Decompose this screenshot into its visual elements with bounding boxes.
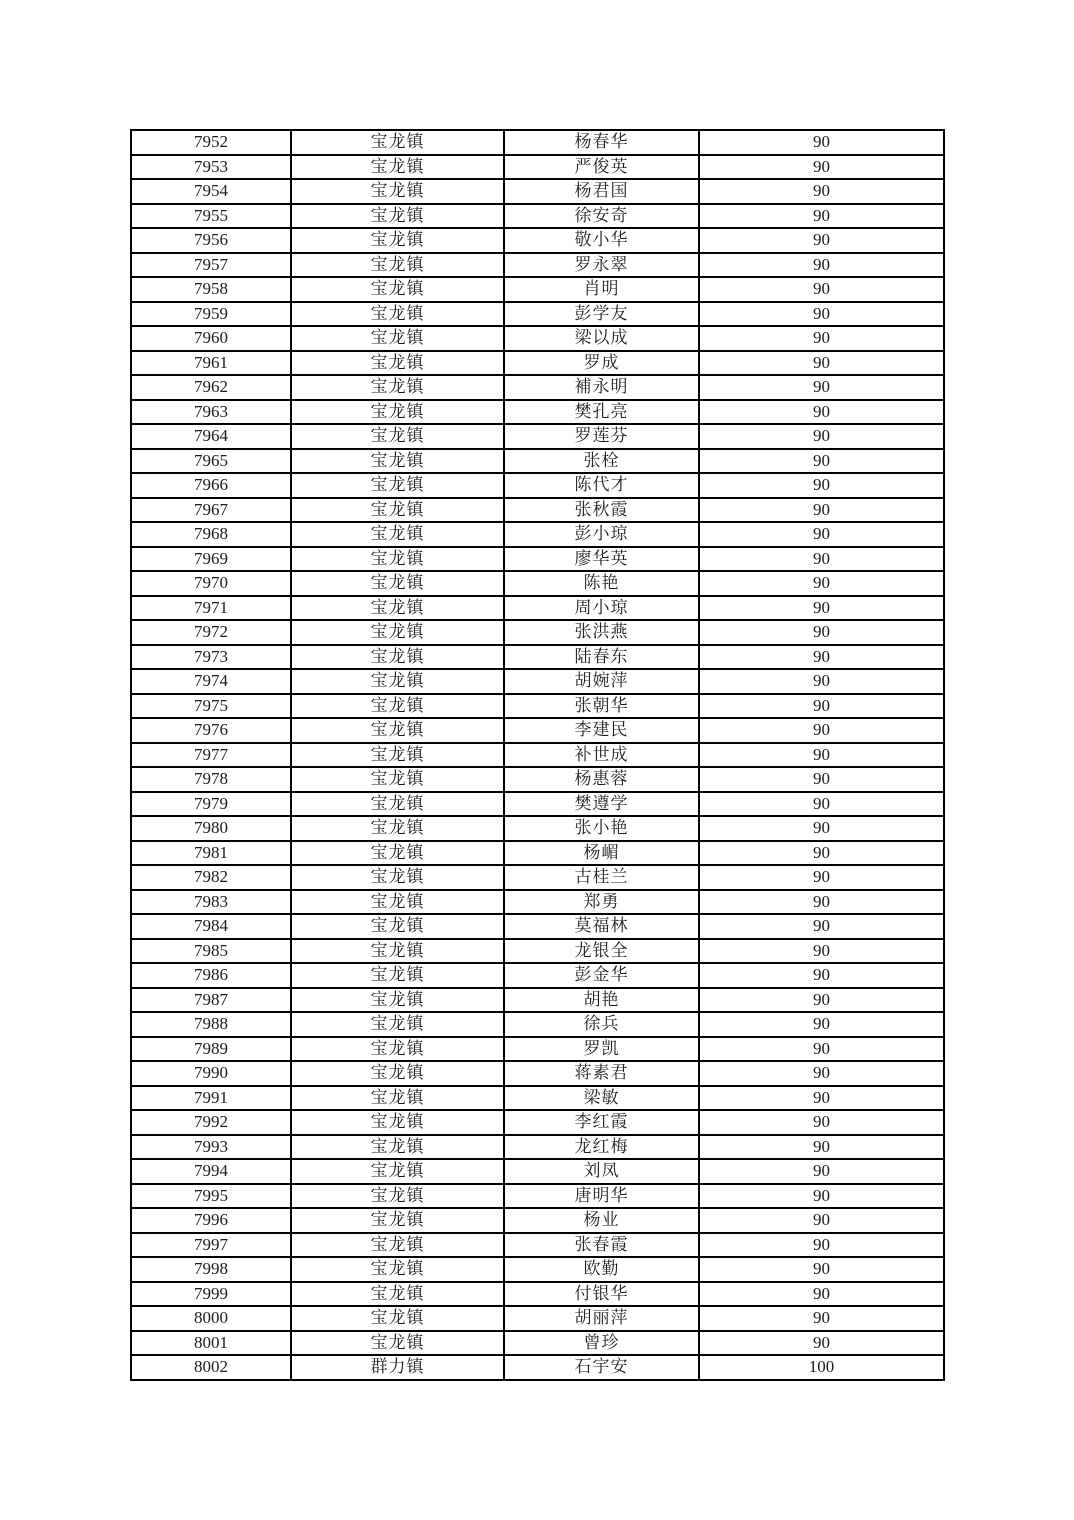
name-cell: 胡婉萍 (504, 669, 699, 694)
score-cell: 90 (699, 302, 944, 327)
score-cell: 90 (699, 522, 944, 547)
name-cell: 徐安奇 (504, 204, 699, 229)
table-row (131, 890, 944, 915)
name-cell: 唐明华 (504, 1184, 699, 1209)
table-row (131, 596, 944, 621)
row-number-cell: 7954 (131, 179, 291, 204)
name-cell: 石宇安 (504, 1355, 699, 1380)
table-row (131, 1331, 944, 1356)
row-number-cell: 7988 (131, 1012, 291, 1037)
row-number-cell: 7995 (131, 1184, 291, 1209)
score-cell: 90 (699, 816, 944, 841)
town-cell: 宝龙镇 (291, 130, 504, 155)
row-number-cell: 7979 (131, 792, 291, 817)
name-cell: 杨君国 (504, 179, 699, 204)
score-cell: 90 (699, 939, 944, 964)
name-cell: 陆春东 (504, 645, 699, 670)
row-number-cell: 7986 (131, 963, 291, 988)
table-row (131, 1257, 944, 1282)
table-row (131, 1061, 944, 1086)
score-cell: 90 (699, 155, 944, 180)
row-number-cell: 8002 (131, 1355, 291, 1380)
row-number-cell: 7967 (131, 498, 291, 523)
score-cell: 90 (699, 914, 944, 939)
table-row (131, 228, 944, 253)
name-cell: 肖明 (504, 277, 699, 302)
town-cell: 宝龙镇 (291, 204, 504, 229)
town-cell: 宝龙镇 (291, 1135, 504, 1160)
town-cell: 宝龙镇 (291, 988, 504, 1013)
table-row (131, 669, 944, 694)
table-row (131, 302, 944, 327)
town-cell: 宝龙镇 (291, 767, 504, 792)
name-cell: 樊孔亮 (504, 400, 699, 425)
score-cell: 90 (699, 1061, 944, 1086)
town-cell: 宝龙镇 (291, 963, 504, 988)
table-row (131, 914, 944, 939)
town-cell: 宝龙镇 (291, 424, 504, 449)
town-cell: 宝龙镇 (291, 522, 504, 547)
name-cell: 张秋霞 (504, 498, 699, 523)
roster-table (130, 129, 945, 1381)
town-cell: 宝龙镇 (291, 351, 504, 376)
row-number-cell: 7974 (131, 669, 291, 694)
town-cell: 宝龙镇 (291, 571, 504, 596)
town-cell: 群力镇 (291, 1355, 504, 1380)
town-cell: 宝龙镇 (291, 1331, 504, 1356)
table-row (131, 522, 944, 547)
score-cell: 90 (699, 645, 944, 670)
name-cell: 陈代才 (504, 473, 699, 498)
score-cell: 90 (699, 694, 944, 719)
row-number-cell: 7964 (131, 424, 291, 449)
row-number-cell: 7992 (131, 1110, 291, 1135)
score-cell: 90 (699, 669, 944, 694)
score-cell: 90 (699, 1086, 944, 1111)
town-cell: 宝龙镇 (291, 277, 504, 302)
row-number-cell: 7998 (131, 1257, 291, 1282)
name-cell: 胡丽萍 (504, 1306, 699, 1331)
score-cell: 90 (699, 204, 944, 229)
name-cell: 罗莲芬 (504, 424, 699, 449)
row-number-cell: 7961 (131, 351, 291, 376)
row-number-cell: 7994 (131, 1159, 291, 1184)
row-number-cell: 7966 (131, 473, 291, 498)
name-cell: 梁以成 (504, 326, 699, 351)
score-cell: 90 (699, 792, 944, 817)
name-cell: 张栓 (504, 449, 699, 474)
town-cell: 宝龙镇 (291, 1159, 504, 1184)
row-number-cell: 7976 (131, 718, 291, 743)
town-cell: 宝龙镇 (291, 645, 504, 670)
score-cell: 90 (699, 1257, 944, 1282)
town-cell: 宝龙镇 (291, 155, 504, 180)
town-cell: 宝龙镇 (291, 326, 504, 351)
town-cell: 宝龙镇 (291, 1086, 504, 1111)
score-cell: 90 (699, 1110, 944, 1135)
table-row (131, 473, 944, 498)
table-row (131, 253, 944, 278)
town-cell: 宝龙镇 (291, 1061, 504, 1086)
row-number-cell: 7957 (131, 253, 291, 278)
row-number-cell: 7972 (131, 620, 291, 645)
name-cell: 莫福林 (504, 914, 699, 939)
score-cell: 90 (699, 326, 944, 351)
table-row (131, 1159, 944, 1184)
name-cell: 古桂兰 (504, 865, 699, 890)
row-number-cell: 7985 (131, 939, 291, 964)
row-number-cell: 7962 (131, 375, 291, 400)
row-number-cell: 7969 (131, 547, 291, 572)
name-cell: 補永明 (504, 375, 699, 400)
name-cell: 胡艳 (504, 988, 699, 1013)
row-number-cell: 7975 (131, 694, 291, 719)
town-cell: 宝龙镇 (291, 792, 504, 817)
table-row (131, 1355, 944, 1380)
town-cell: 宝龙镇 (291, 890, 504, 915)
town-cell: 宝龙镇 (291, 302, 504, 327)
name-cell: 彭小琼 (504, 522, 699, 547)
score-cell: 90 (699, 1135, 944, 1160)
town-cell: 宝龙镇 (291, 253, 504, 278)
table-row (131, 1135, 944, 1160)
row-number-cell: 7955 (131, 204, 291, 229)
table-row (131, 400, 944, 425)
table-row (131, 743, 944, 768)
score-cell: 90 (699, 1159, 944, 1184)
row-number-cell: 7983 (131, 890, 291, 915)
table-row (131, 1110, 944, 1135)
name-cell: 曾珍 (504, 1331, 699, 1356)
score-cell: 90 (699, 1331, 944, 1356)
table-row (131, 767, 944, 792)
score-cell: 90 (699, 1208, 944, 1233)
score-cell: 90 (699, 743, 944, 768)
town-cell: 宝龙镇 (291, 939, 504, 964)
town-cell: 宝龙镇 (291, 547, 504, 572)
score-cell: 90 (699, 571, 944, 596)
table-row (131, 963, 944, 988)
row-number-cell: 7959 (131, 302, 291, 327)
table-row (131, 1086, 944, 1111)
row-number-cell: 7993 (131, 1135, 291, 1160)
name-cell: 李红霞 (504, 1110, 699, 1135)
table-row (131, 1282, 944, 1307)
name-cell: 张洪燕 (504, 620, 699, 645)
score-cell: 90 (699, 1306, 944, 1331)
score-cell: 90 (699, 179, 944, 204)
name-cell: 张朝华 (504, 694, 699, 719)
table-row (131, 326, 944, 351)
score-cell: 90 (699, 1012, 944, 1037)
name-cell: 付银华 (504, 1282, 699, 1307)
row-number-cell: 7997 (131, 1233, 291, 1258)
score-cell: 90 (699, 988, 944, 1013)
table-row (131, 155, 944, 180)
score-cell: 90 (699, 963, 944, 988)
score-cell: 100 (699, 1355, 944, 1380)
score-cell: 90 (699, 130, 944, 155)
row-number-cell: 7989 (131, 1037, 291, 1062)
table-row (131, 351, 944, 376)
town-cell: 宝龙镇 (291, 375, 504, 400)
name-cell: 陈艳 (504, 571, 699, 596)
name-cell: 龙银全 (504, 939, 699, 964)
row-number-cell: 7978 (131, 767, 291, 792)
roster-table-body (131, 130, 944, 1380)
table-row (131, 1184, 944, 1209)
name-cell: 彭学友 (504, 302, 699, 327)
table-row (131, 449, 944, 474)
row-number-cell: 7982 (131, 865, 291, 890)
score-cell: 90 (699, 547, 944, 572)
row-number-cell: 7987 (131, 988, 291, 1013)
town-cell: 宝龙镇 (291, 449, 504, 474)
score-cell: 90 (699, 449, 944, 474)
town-cell: 宝龙镇 (291, 1257, 504, 1282)
row-number-cell: 7991 (131, 1086, 291, 1111)
town-cell: 宝龙镇 (291, 179, 504, 204)
name-cell: 杨惠蓉 (504, 767, 699, 792)
town-cell: 宝龙镇 (291, 1208, 504, 1233)
name-cell: 龙红梅 (504, 1135, 699, 1160)
name-cell: 补世成 (504, 743, 699, 768)
name-cell: 张春霞 (504, 1233, 699, 1258)
town-cell: 宝龙镇 (291, 1233, 504, 1258)
row-number-cell: 7996 (131, 1208, 291, 1233)
town-cell: 宝龙镇 (291, 914, 504, 939)
score-cell: 90 (699, 424, 944, 449)
town-cell: 宝龙镇 (291, 1184, 504, 1209)
score-cell: 90 (699, 767, 944, 792)
name-cell: 蒋素君 (504, 1061, 699, 1086)
table-row (131, 718, 944, 743)
score-cell: 90 (699, 1282, 944, 1307)
name-cell: 罗凯 (504, 1037, 699, 1062)
score-cell: 90 (699, 375, 944, 400)
row-number-cell: 7956 (131, 228, 291, 253)
table-row (131, 571, 944, 596)
row-number-cell: 7968 (131, 522, 291, 547)
name-cell: 敬小华 (504, 228, 699, 253)
score-cell: 90 (699, 865, 944, 890)
score-cell: 90 (699, 841, 944, 866)
name-cell: 欧勤 (504, 1257, 699, 1282)
name-cell: 张小艳 (504, 816, 699, 841)
table-row (131, 130, 944, 155)
table-row (131, 547, 944, 572)
score-cell: 90 (699, 351, 944, 376)
table-row (131, 939, 944, 964)
town-cell: 宝龙镇 (291, 473, 504, 498)
name-cell: 杨嵋 (504, 841, 699, 866)
town-cell: 宝龙镇 (291, 841, 504, 866)
town-cell: 宝龙镇 (291, 816, 504, 841)
score-cell: 90 (699, 473, 944, 498)
score-cell: 90 (699, 620, 944, 645)
table-row (131, 1306, 944, 1331)
table-row (131, 1037, 944, 1062)
score-cell: 90 (699, 277, 944, 302)
table-row (131, 645, 944, 670)
row-number-cell: 7977 (131, 743, 291, 768)
table-row (131, 424, 944, 449)
name-cell: 严俊英 (504, 155, 699, 180)
town-cell: 宝龙镇 (291, 1282, 504, 1307)
score-cell: 90 (699, 890, 944, 915)
score-cell: 90 (699, 498, 944, 523)
town-cell: 宝龙镇 (291, 1110, 504, 1135)
row-number-cell: 8001 (131, 1331, 291, 1356)
town-cell: 宝龙镇 (291, 865, 504, 890)
name-cell: 罗永翠 (504, 253, 699, 278)
row-number-cell: 7984 (131, 914, 291, 939)
name-cell: 梁敏 (504, 1086, 699, 1111)
row-number-cell: 7981 (131, 841, 291, 866)
score-cell: 90 (699, 718, 944, 743)
row-number-cell: 7958 (131, 277, 291, 302)
table-row (131, 375, 944, 400)
row-number-cell: 8000 (131, 1306, 291, 1331)
town-cell: 宝龙镇 (291, 718, 504, 743)
table-row (131, 988, 944, 1013)
table-row (131, 694, 944, 719)
name-cell: 廖华英 (504, 547, 699, 572)
town-cell: 宝龙镇 (291, 596, 504, 621)
row-number-cell: 7953 (131, 155, 291, 180)
name-cell: 樊遵学 (504, 792, 699, 817)
row-number-cell: 7980 (131, 816, 291, 841)
town-cell: 宝龙镇 (291, 1012, 504, 1037)
table-row (131, 620, 944, 645)
score-cell: 90 (699, 253, 944, 278)
table-row (131, 498, 944, 523)
table-row (131, 204, 944, 229)
row-number-cell: 7973 (131, 645, 291, 670)
row-number-cell: 7965 (131, 449, 291, 474)
row-number-cell: 7970 (131, 571, 291, 596)
table-row (131, 792, 944, 817)
score-cell: 90 (699, 1184, 944, 1209)
score-cell: 90 (699, 596, 944, 621)
table-row (131, 179, 944, 204)
town-cell: 宝龙镇 (291, 228, 504, 253)
row-number-cell: 7963 (131, 400, 291, 425)
name-cell: 李建民 (504, 718, 699, 743)
table-row (131, 1208, 944, 1233)
row-number-cell: 7971 (131, 596, 291, 621)
table-row (131, 841, 944, 866)
name-cell: 周小琼 (504, 596, 699, 621)
name-cell: 罗成 (504, 351, 699, 376)
name-cell: 杨春华 (504, 130, 699, 155)
town-cell: 宝龙镇 (291, 1306, 504, 1331)
town-cell: 宝龙镇 (291, 694, 504, 719)
row-number-cell: 7999 (131, 1282, 291, 1307)
town-cell: 宝龙镇 (291, 620, 504, 645)
name-cell: 郑勇 (504, 890, 699, 915)
table-row (131, 277, 944, 302)
name-cell: 彭金华 (504, 963, 699, 988)
name-cell: 杨业 (504, 1208, 699, 1233)
table-row (131, 816, 944, 841)
name-cell: 徐兵 (504, 1012, 699, 1037)
town-cell: 宝龙镇 (291, 1037, 504, 1062)
score-cell: 90 (699, 1037, 944, 1062)
town-cell: 宝龙镇 (291, 669, 504, 694)
row-number-cell: 7960 (131, 326, 291, 351)
row-number-cell: 7990 (131, 1061, 291, 1086)
table-row (131, 1012, 944, 1037)
town-cell: 宝龙镇 (291, 498, 504, 523)
town-cell: 宝龙镇 (291, 400, 504, 425)
table-row (131, 865, 944, 890)
score-cell: 90 (699, 1233, 944, 1258)
name-cell: 刘凤 (504, 1159, 699, 1184)
score-cell: 90 (699, 228, 944, 253)
score-cell: 90 (699, 400, 944, 425)
row-number-cell: 7952 (131, 130, 291, 155)
table-row (131, 1233, 944, 1258)
town-cell: 宝龙镇 (291, 743, 504, 768)
